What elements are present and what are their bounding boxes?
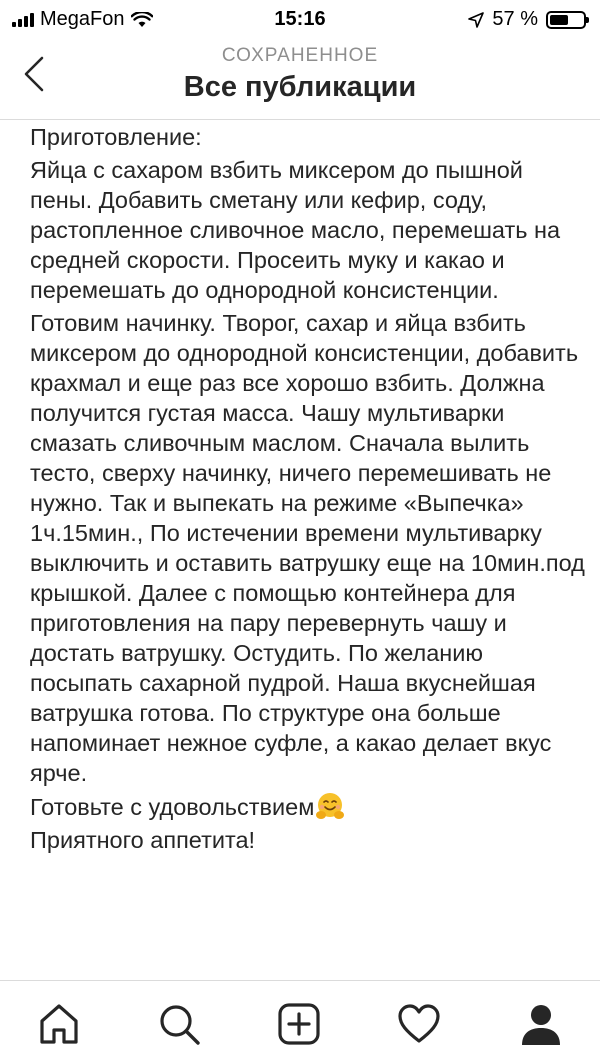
closing-text: Готовьте с удовольствием [30,794,315,820]
new-post-icon [276,1001,322,1047]
tab-activity[interactable] [394,999,444,1049]
status-bar [0,0,600,38]
status-right [468,8,586,31]
search-icon [156,1001,202,1047]
tab-bar [0,980,600,1063]
header-kicker: СОХРАНЕННОЕ [221,45,379,66]
activity-heart-icon [396,1001,442,1047]
profile-icon [518,1001,564,1047]
carrier-name: MegaFon [40,8,125,30]
hugging-face-emoji [315,791,345,821]
location-arrow-icon [468,12,484,28]
post-caption [30,122,585,858]
battery-icon [546,11,586,29]
caption-paragraph: Приготовление: [30,124,202,150]
tab-profile[interactable] [516,999,566,1049]
caption-paragraph: Яйца с сахаром взбить миксером до пышной пены. Добавить сметану или кефир, соду, растопленное сливочное масло, перемешать на средней скорости. Просеить муку и какао и перемешать до однородной консистенции. [30,157,561,303]
nav-header [0,38,600,120]
caption-closing [30,791,585,822]
caption-last-line: Приятного аппетита! [30,827,256,853]
caption-paragraph: Готовим начинку. Творог, сахар и яйца взбить миксером до однородной консистенции, добавить крахмал и еще раз все хорошо взбить. Должна получится густая масса. Чашу мультиварки смазать сливочным маслом. Сначала вылить тесто, сверху начинку, ничего перемешивать не нужно. Так и выпекать на режиме «Выпечка» 1ч.15мин., По истечении времени мультиварку выключить и оставить ватрушку еще на 10мин.под крышкой. Далее с помощью контейнера для приготовления на пару перевернуть чашу и достать ватрушку. Остудить. По желанию посыпать сахарной пудрой. Наша вкуснейшая ватрушка готова. По структуре она больше напоминает нежное суфле, а какао делает вкус ярче. [30,310,585,786]
tab-new-post[interactable] [274,999,324,1049]
battery-fill [550,15,568,25]
tab-home[interactable] [34,999,84,1049]
home-icon [36,1001,82,1047]
page-title: Все публикации [183,71,417,103]
battery-percent: 57 % [492,8,538,30]
tab-search[interactable] [154,999,204,1049]
status-time: 15:16 [274,8,326,30]
